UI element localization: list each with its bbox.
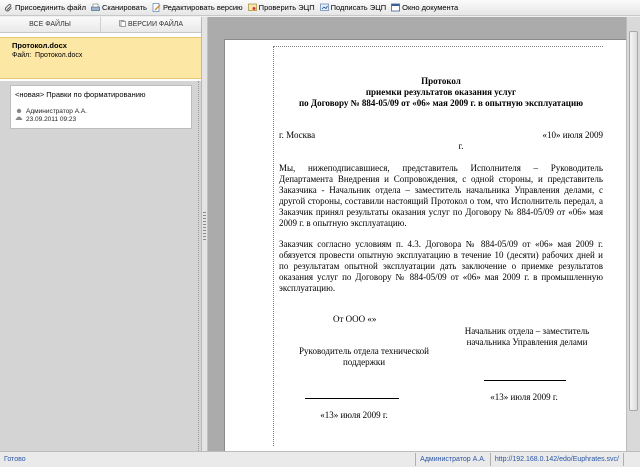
doc-right-date: «13» июля 2009 г. — [490, 392, 558, 402]
document-window-label: Окно документа — [402, 3, 459, 12]
document-page — [224, 39, 629, 451]
tab-file-versions-label: ВЕРСИИ ФАЙЛА — [127, 21, 184, 28]
versions-list-area — [0, 81, 201, 451]
tab-file-versions[interactable] — [101, 17, 201, 32]
version-title: <новая> Правки по форматированию — [15, 90, 146, 99]
sign-certificate-icon — [320, 3, 329, 12]
status-url: http://192.168.0.142/edo/Euphrates.svc/ — [490, 453, 623, 466]
status-info — [415, 453, 640, 466]
margin-guide-top — [273, 46, 603, 47]
doc-left-sig-line2: поддержки — [342, 357, 386, 367]
margin-guide-left — [273, 46, 274, 446]
edit-version-label: Редактировать версию — [162, 3, 243, 12]
doc-city: г. Москва — [279, 130, 316, 140]
sign-button[interactable] — [318, 1, 390, 15]
doc-paragraph-2: Заказчик согласно условиям п. 4.3. Договора № 884-05/09 от «06» мая 2009 г. обязуется провести опытную эксплуатацию в течение 10 (десяти) рабочих дней и по результатам опытной эксплуатации дать заключение о приемке результатов оказания услуг по Договору № 884-05/09 от «06» мая 2009 г. в промышленную эксплуатацию. — [279, 239, 603, 293]
document-content — [279, 76, 603, 426]
doc-left-signatory — [279, 346, 449, 368]
panel-divider — [198, 81, 199, 451]
scan-button[interactable] — [89, 1, 150, 15]
doc-left-sign-line — [305, 398, 399, 399]
scanner-icon — [91, 3, 100, 12]
doc-place-date — [279, 130, 603, 141]
attach-file-button[interactable] — [2, 1, 89, 15]
paperclip-icon — [4, 3, 13, 12]
doc-from-org: От ООО «» — [333, 314, 377, 324]
file-panel — [0, 17, 202, 451]
version-details — [26, 108, 87, 124]
attach-file-label: Присоединить файл — [15, 3, 86, 12]
version-meta — [15, 108, 187, 124]
file-label: Файл: — [12, 52, 32, 59]
doc-left-sig-line1: Руководитель отдела технической — [299, 346, 429, 356]
verify-signature-label: Проверить ЭЦП — [258, 3, 315, 12]
doc-signatures — [279, 306, 603, 426]
document-window-button[interactable] — [389, 1, 461, 15]
doc-right-sig-line2: начальника Управления делами — [466, 337, 588, 347]
tab-all-files[interactable]: ВСЕ ФАЙЛЫ — [0, 17, 101, 32]
selected-file[interactable] — [0, 37, 201, 79]
doc-year-suffix: г. — [458, 141, 464, 151]
certificate-icon — [248, 3, 257, 12]
version-item[interactable] — [10, 85, 192, 129]
doc-subtitle: приемки результатов оказания услуг — [365, 87, 517, 97]
scan-label: Сканировать — [102, 3, 147, 12]
toolbar — [0, 0, 640, 16]
user-icon — [15, 108, 23, 124]
status-bar — [0, 451, 640, 467]
versions-icon — [119, 20, 126, 29]
doc-paragraph-1: Мы, нижеподписавшиеся, представитель Исполнителя – Руководитель Департамента Внедрения и Сопровождения, с одной стороны, и представитель Заказчика - Начальник отдела – заместитель начальника Управления делами, с другой стороны, составили настоящий Протокол о том, что Исполнитель передал, а Заказчик принял результаты оказания услуг по Договору № 884-05/09 от «06» мая 2009 г. в опытную эксплуатацию. — [279, 163, 603, 228]
doc-date: «10» июля 2009 — [542, 130, 603, 140]
doc-right-sign-line — [484, 380, 566, 381]
splitter-grip[interactable] — [203, 212, 206, 242]
version-author: Администратор А.А. — [26, 108, 87, 115]
sign-label: Подписать ЭЦП — [330, 3, 387, 12]
file-info — [12, 52, 189, 59]
doc-left-date: «13» июля 2009 г. — [320, 410, 388, 420]
edit-version-button[interactable] — [150, 1, 246, 15]
status-user: Администратор А.А. — [415, 453, 490, 466]
viewer-scroll-thumb[interactable] — [629, 31, 638, 411]
window-icon — [391, 3, 400, 12]
document-viewer — [208, 17, 640, 451]
status-ready: Готово — [4, 456, 26, 463]
doc-right-sig-line1: Начальник отдела – заместитель — [464, 326, 590, 336]
resize-grip-icon[interactable] — [623, 453, 638, 466]
doc-right-signatory — [451, 326, 603, 348]
file-value: Протокол.docx — [35, 52, 83, 59]
edit-document-icon — [152, 3, 161, 12]
version-date: 23.09.2011 09:23 — [26, 115, 77, 123]
viewer-scrollbar[interactable] — [626, 17, 640, 451]
doc-title: Протокол — [421, 76, 461, 86]
file-name: Протокол.docx — [12, 41, 67, 50]
panel-tabs — [0, 17, 201, 33]
verify-signature-button[interactable] — [246, 1, 318, 15]
doc-contract: по Договору № 884-05/09 от «06» мая 2009 г. в опытную эксплуатацию — [298, 98, 584, 108]
